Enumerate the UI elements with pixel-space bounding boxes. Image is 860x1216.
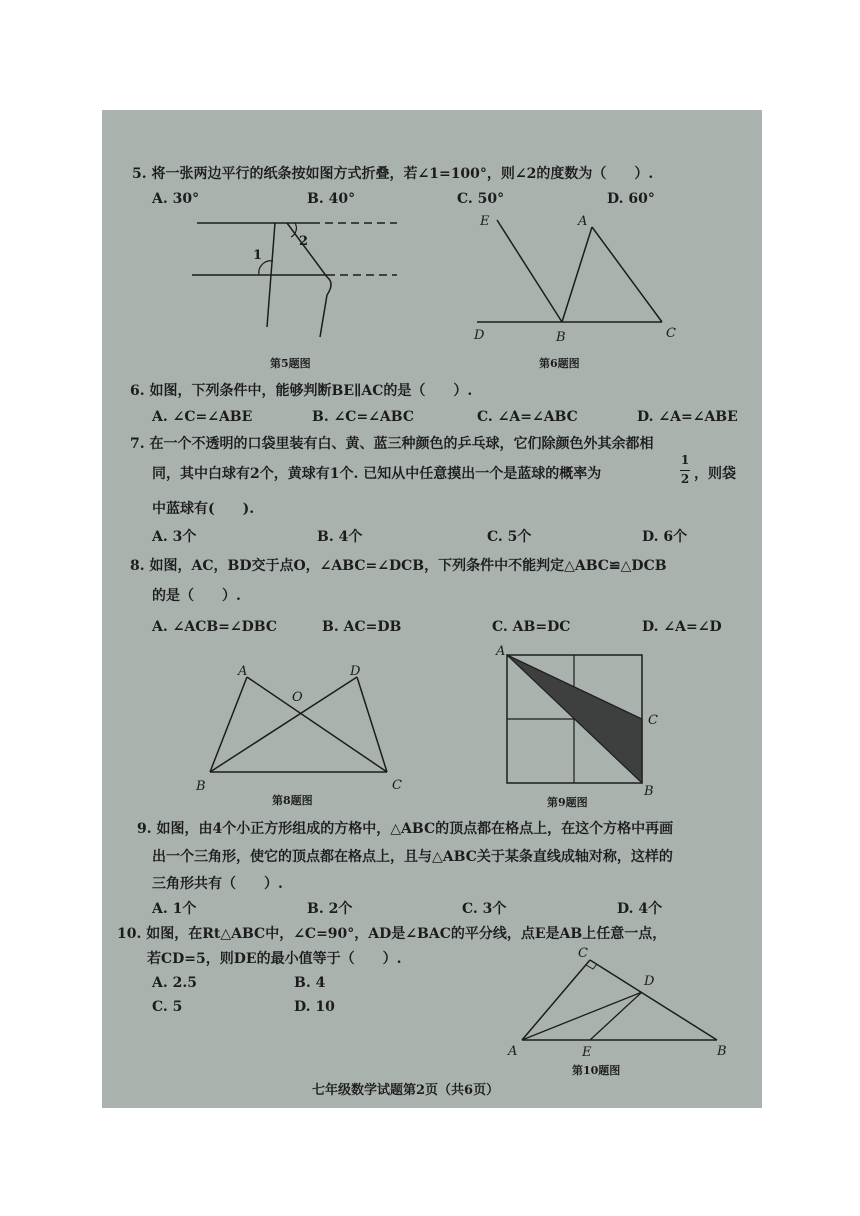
q6-option-c: C. ∠A=∠ABC [477,409,578,425]
q9-option-a: A. 1个 [152,901,197,917]
q5-angle-2-label: 2 [299,234,309,249]
q6-label-d: D [474,328,485,343]
q10-label-c: C [578,946,588,961]
q7-line-2-pre: 同，其中白球有2个，黄球有1个. 已知从中任意摸出一个是蓝球的概率为 [152,466,602,482]
q5-option-a: A. 30° [152,191,200,207]
q7-fraction-bar [680,470,690,471]
q10-label-b: B [717,1044,727,1059]
q8-caption: 第8题图 [272,794,313,807]
q6-option-a: A. ∠C=∠ABE [152,409,253,425]
q6-label-e: E [480,214,490,229]
q8-line-1: 8. 如图，AC，BD交于点O，∠ABC=∠DCB，下列条件中不能判定△ABC≌△DCB [130,558,667,574]
q9-option-b: B. 2个 [307,901,353,917]
q6-option-b: B. ∠C=∠ABC [312,409,415,425]
q7-option-c: C. 5个 [487,529,532,545]
q5-figure [187,215,407,345]
q5-option-c: C. 50° [457,191,505,207]
q9-option-d: D. 4个 [617,901,663,917]
q7-option-b: B. 4个 [317,529,363,545]
q5-option-d: D. 60° [607,191,655,207]
q7-fraction-numerator: 1 [680,453,690,467]
q8-option-c: C. AB=DC [492,619,571,635]
q6-label-b: B [556,330,566,345]
q7-option-a: A. 3个 [152,529,197,545]
q6-caption: 第6题图 [539,357,580,370]
q8-figure [192,665,412,795]
q8-option-d: D. ∠A=∠D [642,619,722,635]
exam-page [102,110,762,1108]
q9-line-3: 三角形共有（ ）. [152,876,283,892]
q8-label-c: C [392,778,402,793]
q10-option-d: D. 10 [294,999,335,1015]
q6-stem: 6. 如图，下列条件中，能够判断BE∥AC的是（ ）. [130,383,473,399]
q6-label-c: C [666,326,676,341]
q10-line-1: 10. 如图，在Rt△ABC中，∠C=90°，AD是∠BAC的平分线，点E是AB上任意一点， [117,926,667,942]
q10-option-c: C. 5 [152,999,183,1015]
q8-option-a: A. ∠ACB=∠DBC [152,619,278,635]
q9-label-a: A [496,644,506,659]
q5-stem: 5. 将一张两边平行的纸条按如图方式折叠，若∠1=100°，则∠2的度数为（ ）. [132,166,654,182]
page-footer: 七年级数学试题第2页（共6页） [312,1083,500,1098]
q7-fraction-denominator: 2 [680,472,690,486]
q10-caption: 第10题图 [572,1064,621,1077]
q7-option-d: D. 6个 [642,529,688,545]
q5-caption: 第5题图 [270,357,311,370]
q7-line-1: 7. 在一个不透明的口袋里装有白、黄、蓝三种颜色的乒乓球，它们除颜色外其余都相 [130,436,654,452]
q6-label-a: A [578,214,588,229]
q9-label-b: B [644,784,654,799]
q9-line-1: 9. 如图，由4个小正方形组成的方格中，△ABC的顶点都在格点上，在这个方格中再画 [137,821,674,837]
q9-option-c: C. 3个 [462,901,507,917]
q10-option-b: B. 4 [294,975,326,991]
q10-line-2: 若CD=5，则DE的最小值等于（ ）. [147,951,402,967]
q7-line-3: 中蓝球有( ). [152,501,255,517]
q10-label-a: A [508,1044,518,1059]
q9-caption: 第9题图 [547,796,588,809]
q10-option-a: A. 2.5 [152,975,197,991]
q10-figure [502,945,732,1060]
q8-label-a: A [238,664,248,679]
q8-label-d: D [350,664,361,679]
q8-line-2: 的是（ ）. [152,588,241,604]
q5-angle-1-label: 1 [253,248,263,263]
q10-label-e: E [582,1045,592,1060]
q8-label-o: O [292,690,303,705]
q8-label-b: B [196,779,206,794]
q10-label-d: D [644,974,655,989]
q9-figure [492,644,672,799]
q5-option-b: B. 40° [307,191,356,207]
q7-line-2-post: ，则袋 [694,466,736,482]
q9-label-c: C [648,713,658,728]
q8-option-b: B. AC=DB [322,619,402,635]
q6-option-d: D. ∠A=∠ABE [637,409,738,425]
q9-line-2: 出一个三角形，使它的顶点都在格点上，且与△ABC关于某条直线成轴对称，这样的 [152,849,673,865]
q6-figure [472,214,676,345]
